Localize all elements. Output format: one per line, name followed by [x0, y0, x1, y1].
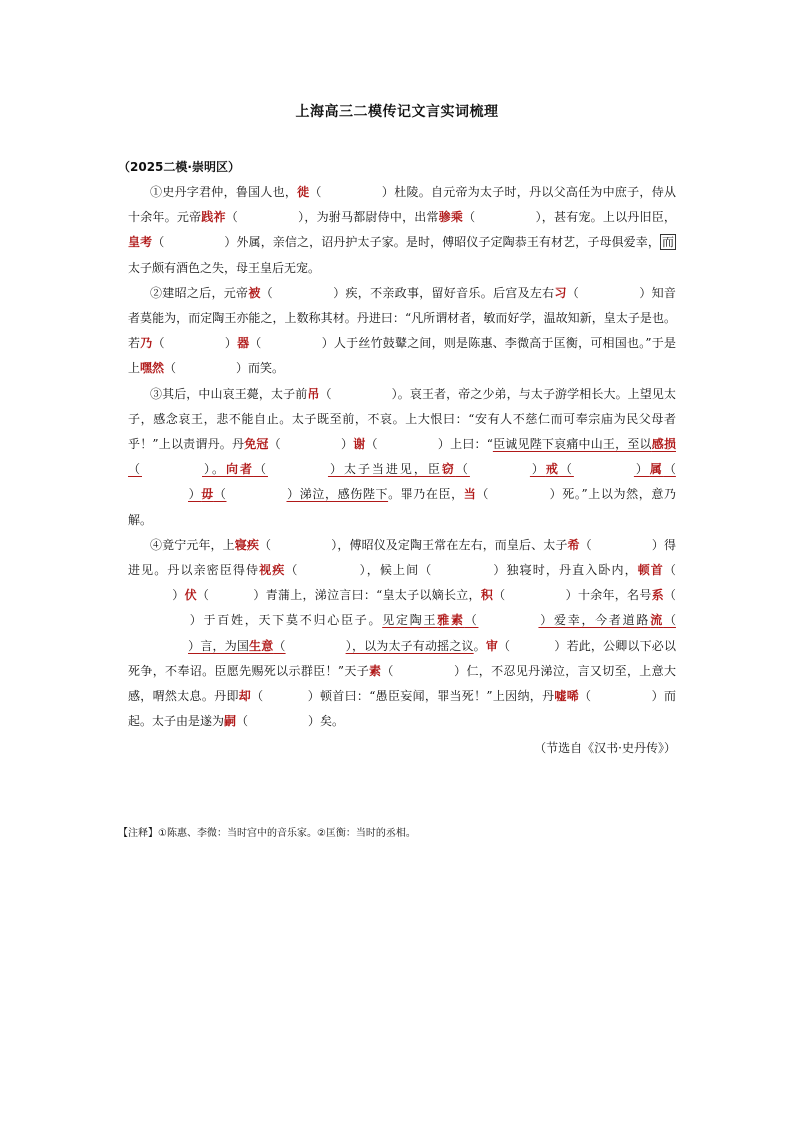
bracket: （ — [559, 462, 574, 477]
text: 臣诚见陛下哀痛中山王，至以 — [492, 437, 652, 452]
text: ）仁，不忍见丹涕泣，言又切至，上意大感，喟然太息。丹即 — [128, 663, 676, 704]
text: ）人于丝竹鼓鼙之间，则是陈惠、李微高于匡衡，可相国也。”于是上 — [128, 336, 676, 376]
bracket: （ — [260, 285, 273, 300]
keyword: 乃 — [140, 336, 153, 351]
keyword: 当 — [463, 487, 477, 502]
bracket: ） — [224, 336, 238, 351]
exam-source: （2025二模·崇明区） — [118, 160, 240, 174]
bracket: （ — [566, 285, 580, 300]
text: ）言，为国 — [188, 638, 250, 653]
bracket: （ — [463, 210, 476, 225]
paragraph-1 — [128, 180, 676, 281]
text: ）爱幸，今者道路 — [538, 613, 651, 628]
text: ）外属，亲信之，诏丹护太子家。是时，傅昭仪子定陶恭王有材艺，子母俱爱幸， — [224, 235, 660, 250]
page-title: 上海高三二模传记文言实词梳理 — [295, 104, 499, 120]
bracket: （ — [152, 336, 165, 351]
text: ），以为太子有动摇之议 — [345, 638, 474, 653]
text: 。罪乃在臣， — [388, 487, 464, 502]
text: ）知音者莫能为，而定陶王亦能之，上数称其材。丹进曰：“凡所谓材者，敏而好学，温故知新，皇太子是也。若 — [128, 285, 676, 351]
keyword: 顿首 — [637, 563, 664, 578]
text: ）于百姓，天下莫不归心臣子。 — [188, 613, 383, 628]
bracket: （ — [663, 613, 676, 628]
text: ），甚有宠。上以丹旧臣， — [535, 210, 676, 225]
bracket: （ — [273, 638, 286, 653]
bracket: （ — [225, 210, 238, 225]
bracket: （ — [663, 588, 676, 603]
boxed-character: 而 — [661, 235, 674, 250]
bracket: ） — [529, 462, 546, 477]
bracket: （ — [381, 663, 394, 678]
bracket: （ — [128, 462, 142, 477]
keyword: 属 — [649, 462, 664, 477]
keyword: 流 — [650, 613, 664, 628]
text: 见定陶王 — [382, 613, 438, 628]
text: ）若此，公卿以下必以死争，不奉诏。臣愿先赐死以示群臣！”天子 — [128, 638, 676, 678]
bracket: （ — [493, 588, 506, 603]
text: ）独寝时，丹直入卧内， — [492, 563, 638, 578]
text: ）涕泣，感伤陛下 — [286, 487, 389, 502]
keyword: 却 — [238, 689, 252, 704]
passage-body — [128, 180, 676, 762]
bracket: （ — [152, 235, 165, 250]
keyword: 窃 — [441, 462, 456, 477]
bracket: （ — [249, 336, 262, 351]
text: ①史丹字君仲，鲁国人也， — [150, 185, 298, 199]
text: ）得进见。丹以亲密臣得侍 — [128, 537, 676, 578]
keyword: 生意 — [249, 638, 274, 653]
text: ③其后，中山哀王薨，太子前 — [150, 386, 308, 401]
footnote: 【注释】①陈惠、李微：当时宫中的音乐家。②匡衡：当时的丞相。 — [118, 828, 416, 839]
keyword: 践祚 — [201, 210, 226, 225]
keyword: 皇考 — [128, 235, 153, 250]
keyword: 审 — [485, 638, 499, 653]
bracket: （ — [663, 462, 676, 477]
bracket: （ — [285, 563, 299, 578]
text: 太子颇有酒色之失，母王皇后无宠。 — [128, 260, 321, 275]
text: ）杜陵。自元帝为太子时，丹以父高任为中庶子，侍从十余年。元帝 — [128, 185, 676, 225]
bracket: （ — [455, 462, 470, 477]
bracket: （ — [319, 386, 332, 401]
keyword: 嗣 — [224, 714, 237, 729]
bracket: ） — [172, 588, 185, 603]
bracket: （ — [268, 437, 281, 452]
text: ），候上间 — [358, 563, 420, 578]
keyword: 希 — [567, 537, 580, 552]
paragraph-2 — [128, 281, 676, 382]
keyword: 积 — [480, 588, 494, 603]
bracket: ）。 — [202, 462, 226, 477]
bracket: （ — [663, 563, 676, 578]
text: ）死。”上以为然，意乃解。 — [128, 487, 676, 527]
paragraph-4 — [128, 533, 676, 735]
keyword: 毋 — [201, 487, 214, 502]
bracket: ） — [340, 437, 354, 452]
keyword: 感损 — [651, 437, 676, 452]
keyword: 器 — [237, 336, 250, 351]
text: ②建昭之后，元帝 — [150, 285, 249, 300]
text: ）上曰：“ — [437, 437, 493, 452]
keyword: 系 — [651, 588, 664, 603]
keyword: 骖乘 — [438, 210, 464, 225]
bracket: （ — [196, 588, 210, 603]
keyword: 谢 — [353, 437, 366, 452]
bracket: （ — [579, 537, 592, 552]
bracket: （ — [213, 487, 227, 502]
bracket: （ — [309, 185, 322, 199]
keyword: 免冠 — [244, 437, 269, 452]
text: ④竟宁元年，上 — [150, 537, 235, 552]
text: ），为驸马都尉侍中，出常 — [297, 210, 439, 225]
keyword: 素 — [369, 663, 382, 678]
bracket: （ — [579, 689, 592, 704]
text: ）疾，不亲政事，留好音乐。后宫及左右 — [332, 285, 555, 300]
paragraph-3 — [128, 382, 676, 533]
bracket: ） — [188, 487, 202, 502]
keyword: 伏 — [184, 588, 197, 603]
keyword: 戒 — [545, 462, 560, 477]
text: ）十余年，名号 — [565, 588, 652, 603]
excerpt-source: （节选自《汉书·史丹传》） — [534, 741, 676, 756]
keyword: 雅素 — [437, 613, 465, 628]
text: ）。哀王者，帝之少弟，与太子游学相长大。上望见太子，感念哀王，悲不能自止。太子既至前，不哀。上大恨曰：“安有人不慈仁而可奉宗庙为民父母者乎！”上以责谓丹。丹 — [128, 386, 676, 452]
text: 。 — [473, 638, 486, 653]
keyword: 嘿然 — [140, 361, 165, 376]
bracket: （ — [464, 613, 479, 628]
keyword: 被 — [248, 285, 261, 300]
bracket: （ — [498, 638, 511, 653]
bracket: （ — [419, 563, 433, 578]
bracket: （ — [365, 437, 378, 452]
keyword: 寝疾 — [234, 537, 260, 552]
bracket: （ — [253, 462, 268, 477]
keyword: 吊 — [307, 386, 320, 401]
text: ）顿首曰：“愚臣妄闻，罪当死！”上因纳，丹 — [307, 689, 555, 704]
text: ），傅昭仪及定陶王常在左右，而皇后、太子 — [331, 537, 568, 552]
keyword: 视疾 — [259, 563, 286, 578]
bracket: ） — [633, 462, 650, 477]
bracket: （ — [251, 689, 264, 704]
bracket: （ — [476, 487, 490, 502]
bracket: （ — [164, 361, 177, 376]
keyword: 向者 — [225, 462, 254, 477]
keyword: 徙 — [297, 185, 310, 199]
keyword: 嘘唏 — [554, 689, 580, 704]
text: ）太子当进见，臣 — [327, 462, 442, 477]
bracket: （ — [259, 537, 272, 552]
bracket: （ — [236, 714, 249, 729]
text: ）青蒲上，涕泣言曰：“皇太子以嫡长立， — [253, 588, 481, 603]
text: ）而笑。 — [236, 361, 285, 376]
text: ）而起。太子由是遂为 — [128, 689, 676, 729]
keyword: 习 — [554, 285, 567, 300]
text: ）矣。 — [308, 714, 345, 729]
